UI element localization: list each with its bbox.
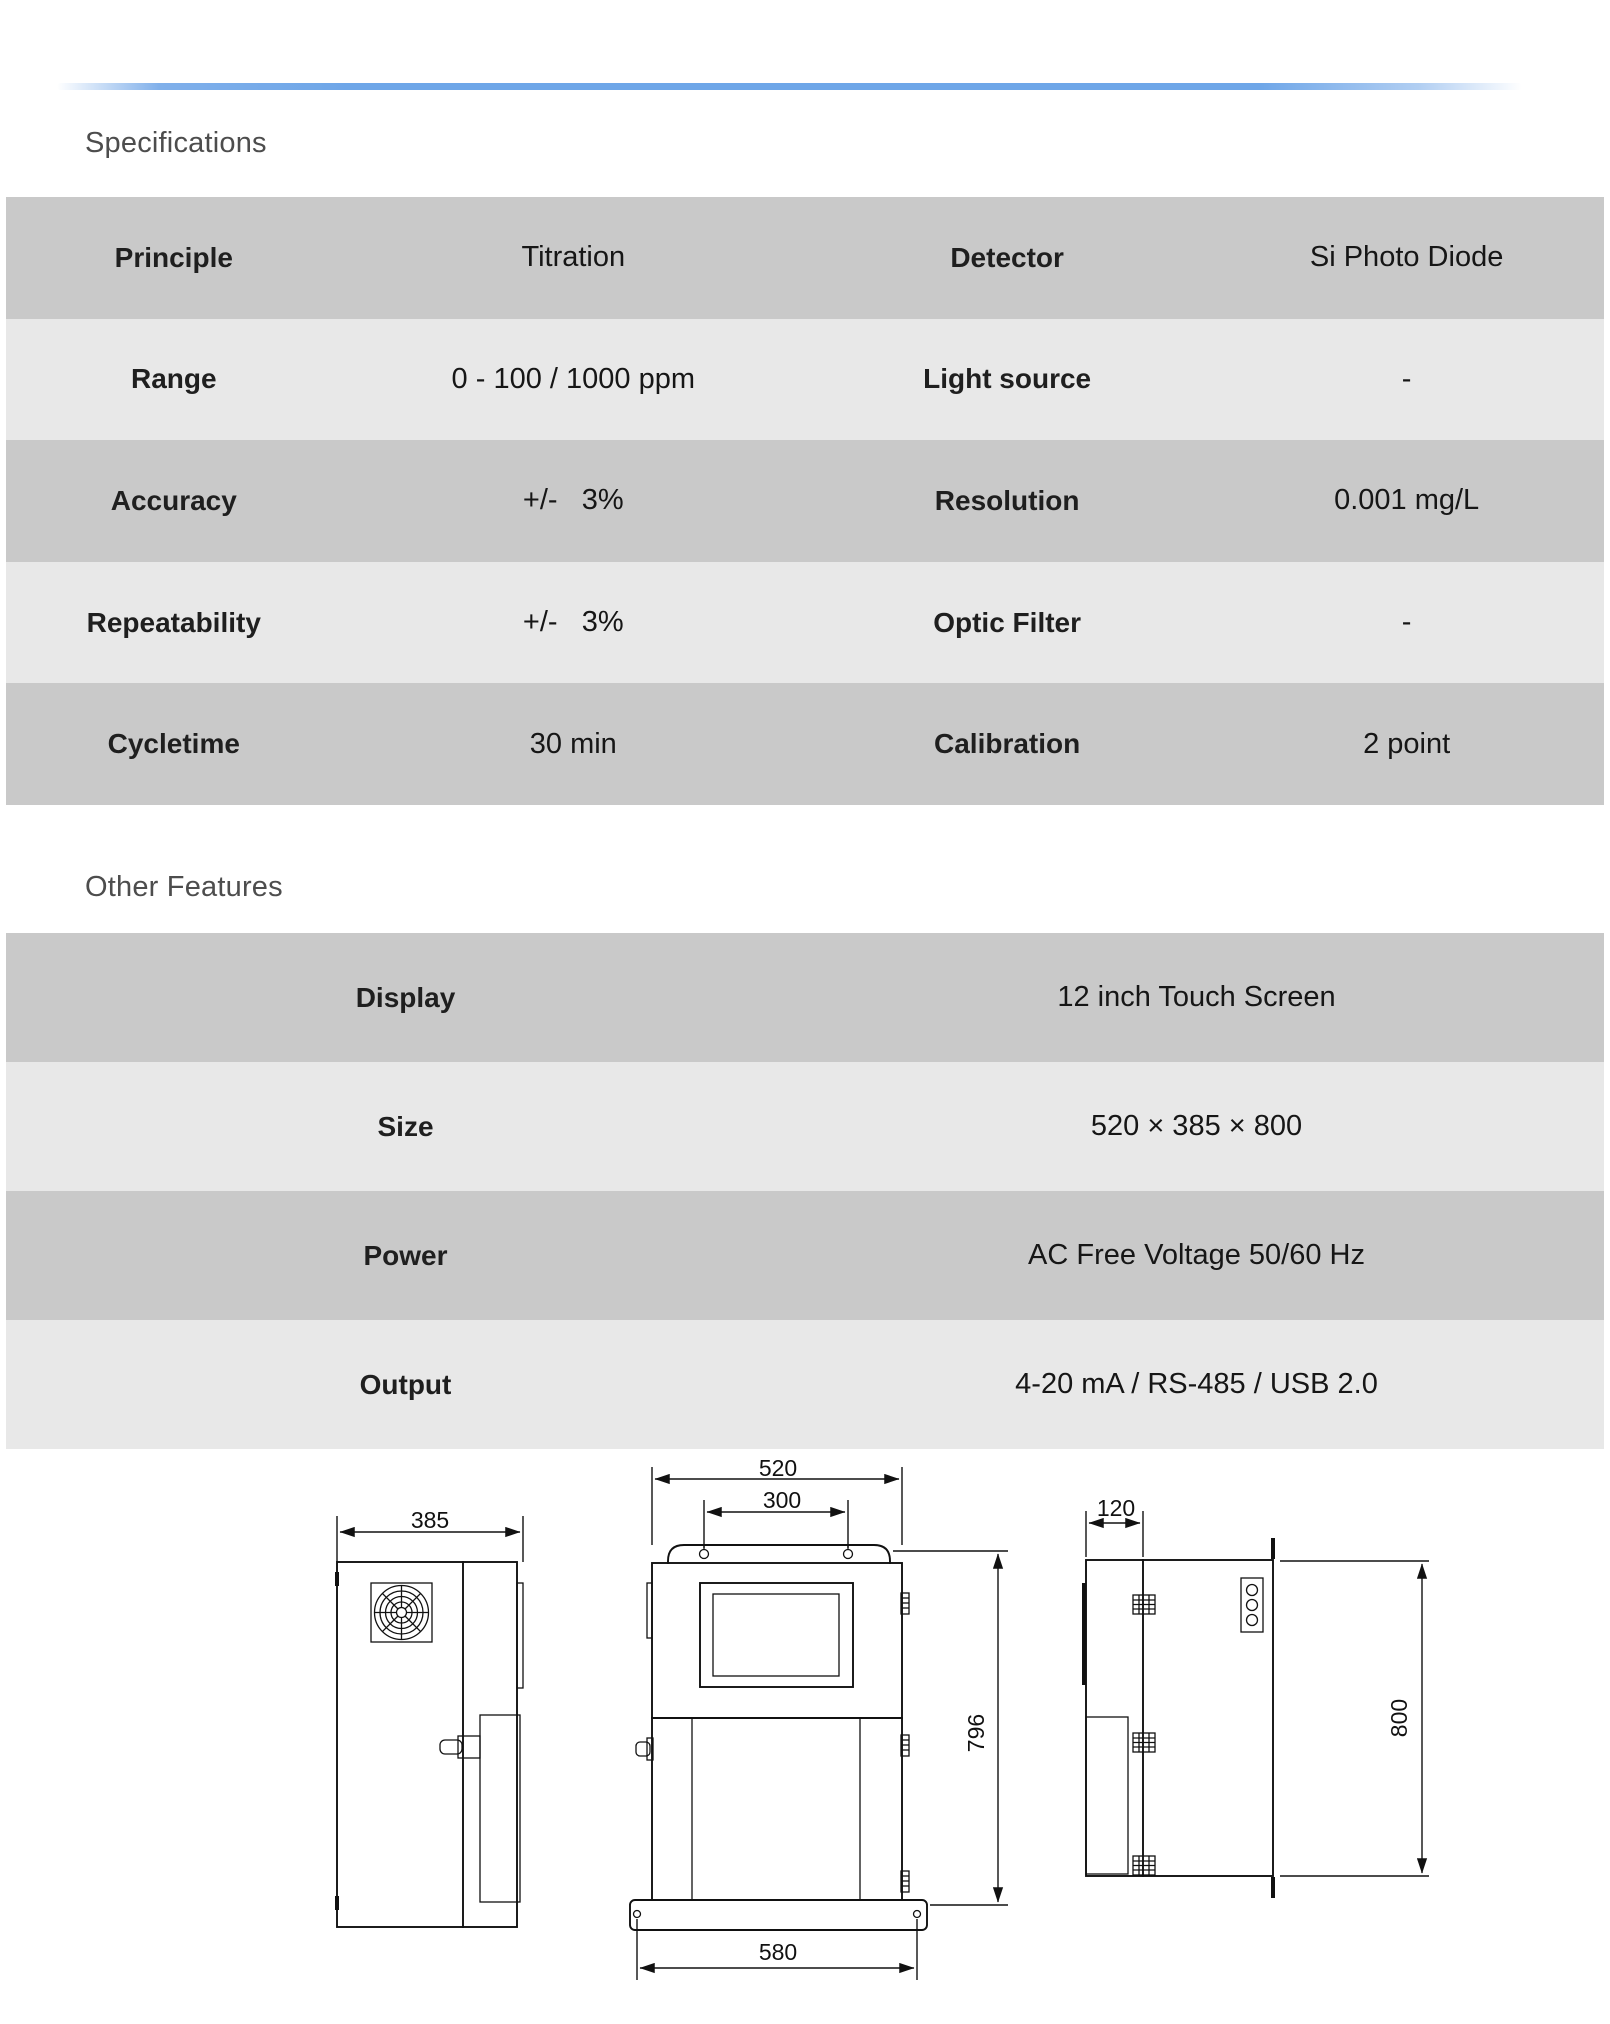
feature-label: Power — [363, 1239, 448, 1271]
right-side-view — [1084, 1495, 1429, 1898]
base-screw-hole — [914, 1911, 921, 1918]
dim-body-height — [893, 1551, 1008, 1905]
side-view — [337, 1507, 523, 1927]
spec-label: Principle — [114, 241, 233, 273]
dim-385-label: 385 — [410, 1507, 450, 1533]
dim-door-width — [1086, 1495, 1143, 1557]
rightview-cabinet-outline — [1086, 1560, 1273, 1876]
feature-row-output — [6, 1320, 1604, 1449]
spec-label: Light source — [923, 363, 1092, 395]
spec-value: +/- 3% — [522, 606, 624, 639]
side-cabinet-outline — [337, 1562, 517, 1927]
spec-row-range — [6, 319, 1604, 441]
feature-value: 4-20 mA / RS-485 / USB 2.0 — [1015, 1368, 1378, 1400]
connector-block — [1241, 1578, 1263, 1632]
feature-value: 12 inch Touch Screen — [1057, 981, 1336, 1013]
spec-value: - — [1401, 606, 1412, 639]
spec-value: Si Photo Diode — [1309, 241, 1504, 274]
spec-value: +/- 3% — [522, 484, 624, 517]
spec-label: Detector — [950, 241, 1064, 273]
spec-label: Repeatability — [86, 606, 261, 638]
dim-side-width — [337, 1507, 523, 1562]
feature-label: Size — [377, 1110, 434, 1142]
specifications-heading: Specifications — [85, 127, 267, 159]
mount-screw — [844, 1546, 853, 1559]
spec-row-principle — [6, 197, 1604, 319]
dim-800-label: 800 — [1386, 1698, 1412, 1738]
spec-label: Optic Filter — [933, 606, 1082, 638]
spec-value: 0.001 mg/L — [1334, 484, 1480, 517]
feature-value: 520 × 385 × 800 — [1090, 1110, 1303, 1142]
spec-row-cycletime — [6, 683, 1604, 805]
dim-base-width — [637, 1919, 917, 1980]
spec-label: Accuracy — [110, 484, 237, 516]
front-door-handle — [636, 1738, 653, 1760]
other-features-heading: Other Features — [85, 871, 283, 903]
spec-label: Resolution — [934, 484, 1080, 516]
dim-120-label: 120 — [1096, 1495, 1136, 1521]
touch-screen-outer — [700, 1583, 853, 1687]
touch-screen-inner — [713, 1594, 839, 1676]
front-cabinet-outline — [652, 1563, 902, 1900]
mount-screw — [700, 1546, 709, 1559]
side-back-panel — [480, 1715, 520, 1902]
technical-drawing — [0, 1450, 1610, 2024]
spec-value: - — [1401, 362, 1412, 395]
feature-row-display — [6, 933, 1604, 1062]
spec-value: 30 min — [529, 727, 617, 760]
spec-label: Range — [131, 363, 217, 395]
feature-label: Display — [355, 981, 456, 1013]
top-plate — [668, 1545, 890, 1563]
hinge — [1133, 1733, 1155, 1752]
dim-total-height — [1280, 1561, 1429, 1876]
dim-300-label: 300 — [762, 1487, 802, 1513]
dim-796-label: 796 — [963, 1713, 989, 1753]
other-features-table — [6, 933, 1604, 1449]
spec-row-repeatability — [6, 562, 1604, 684]
spec-label: Calibration — [934, 728, 1081, 760]
feature-label: Output — [359, 1368, 452, 1400]
base-screw-hole — [634, 1911, 641, 1918]
accent-divider-line — [57, 83, 1522, 90]
feature-row-size — [6, 1062, 1604, 1191]
dim-580-label: 580 — [758, 1939, 798, 1965]
base-plate — [630, 1900, 927, 1930]
spec-value: 0 - 100 / 1000 ppm — [451, 362, 695, 395]
fan-grille-icon — [371, 1583, 432, 1642]
hinge — [1133, 1856, 1155, 1875]
spec-label: Cycletime — [107, 728, 240, 760]
feature-value: AC Free Voltage 50/60 Hz — [1028, 1239, 1365, 1271]
dim-screen-width — [704, 1487, 848, 1548]
hinge — [1133, 1595, 1155, 1614]
spec-row-accuracy — [6, 440, 1604, 562]
specifications-table — [6, 197, 1604, 805]
rightview-back-panel — [1086, 1717, 1128, 1874]
spec-value: Titration — [521, 241, 626, 274]
feature-row-power — [6, 1191, 1604, 1320]
spec-value: 2 point — [1363, 727, 1451, 760]
dim-520-label: 520 — [758, 1455, 798, 1481]
front-view — [630, 1455, 1008, 1980]
side-door-handle — [440, 1736, 480, 1758]
